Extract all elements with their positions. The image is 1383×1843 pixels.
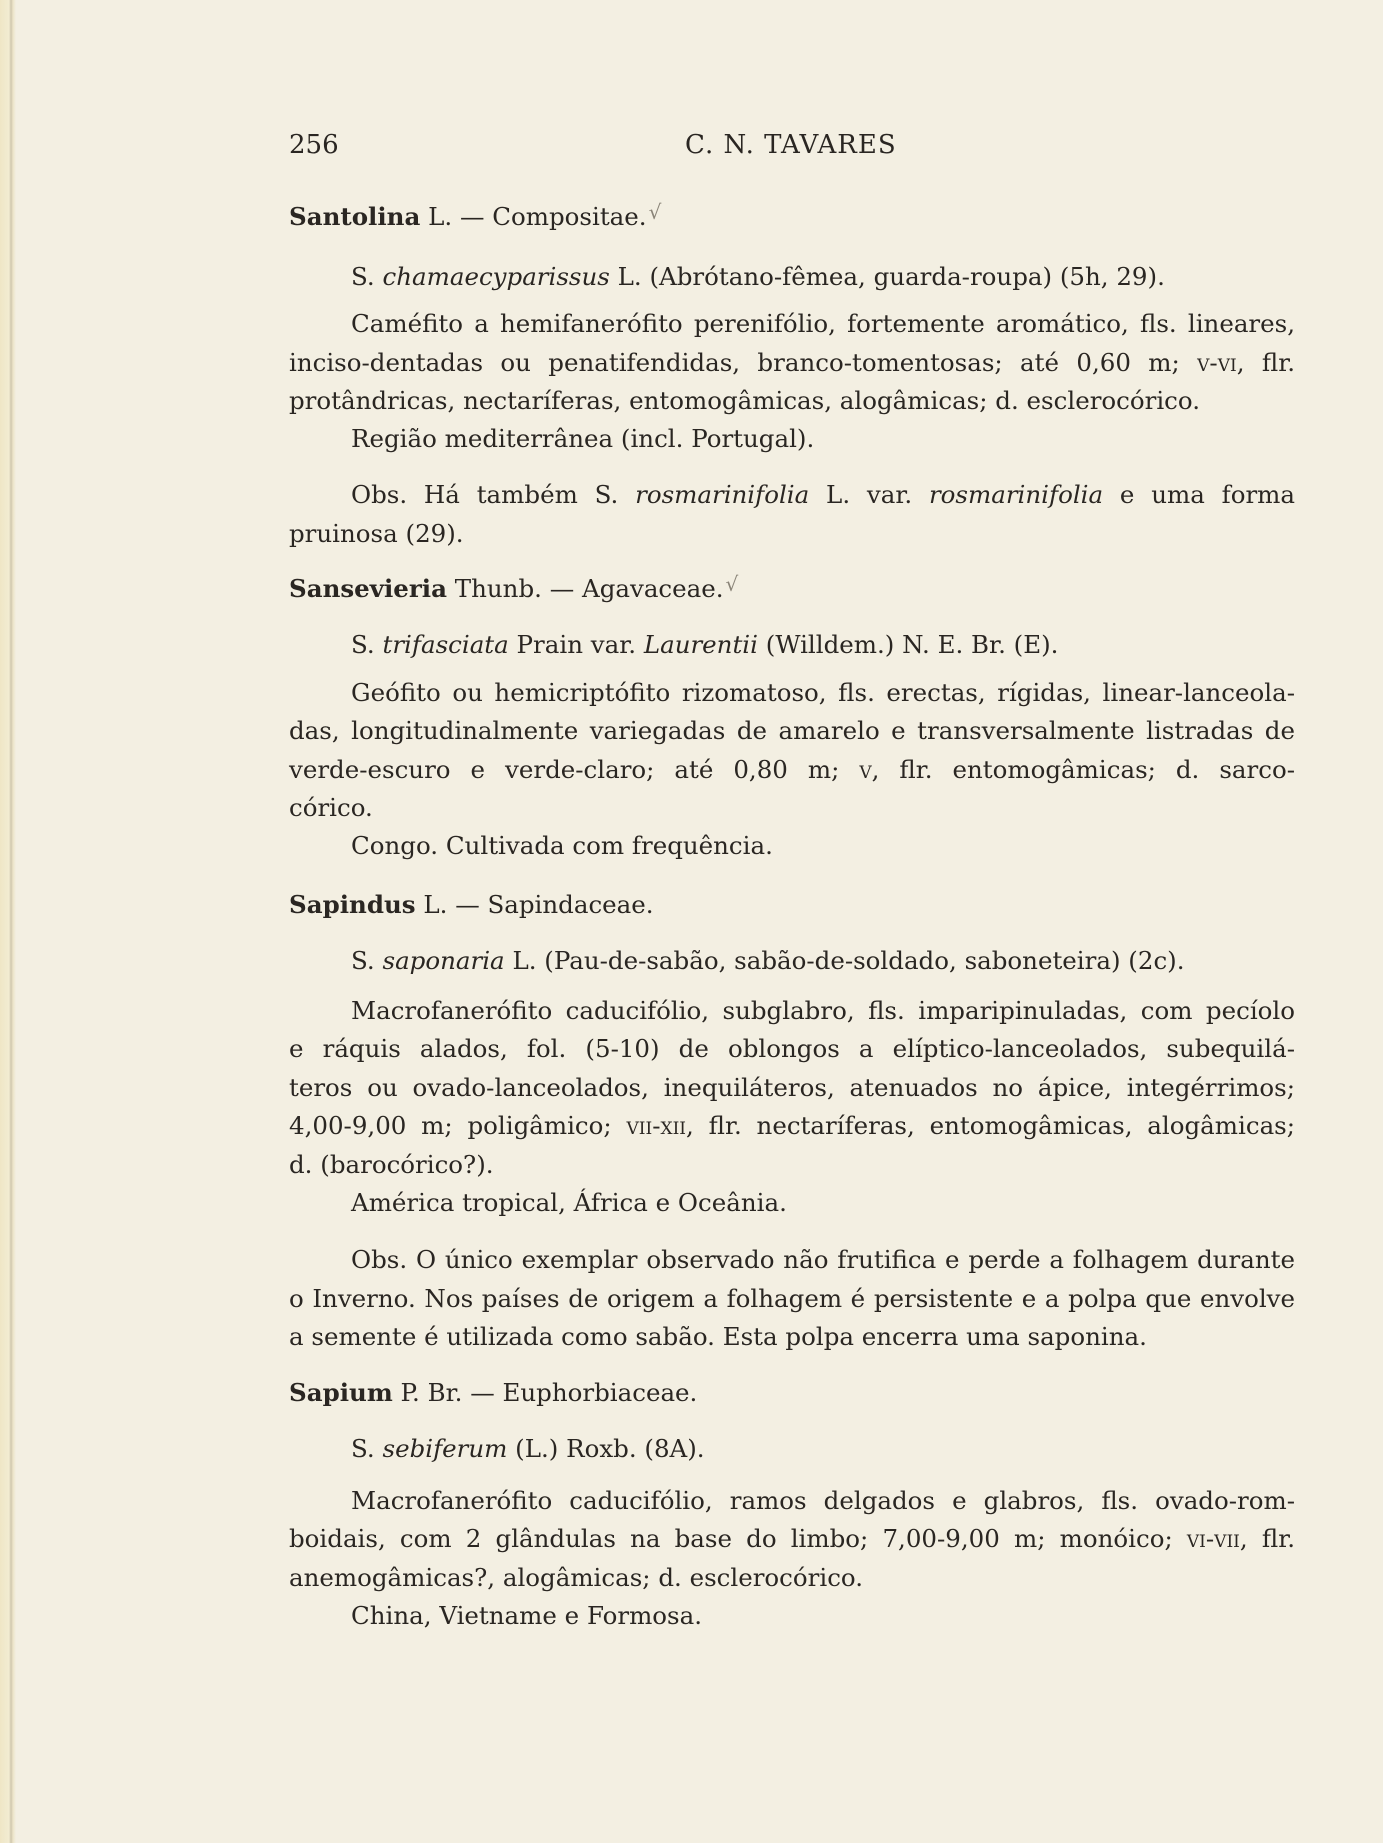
genus-name: Sapindus [289,890,416,919]
variety-epithet: Laurentii [643,630,758,659]
genus-name: Sansevieria [289,574,447,603]
running-header [289,130,1295,164]
description-line: d. (barocórico?). [289,1150,494,1179]
handwritten-check-mark-icon: √ [648,200,662,224]
species-heading: S. chamaecyparissus L. (Abrótano-fêmea, guarda-roupa) (5h, 29). [351,262,1165,291]
distribution-line: Região mediterrânea (incl. Portugal). [351,424,815,453]
handwritten-check-mark-icon: √ [725,572,739,596]
page-number: 256 [289,130,339,160]
species-epithet: sebiferum [382,1434,508,1463]
description-line: teros ou ovado-lanceolados, inequiláteros, atenuados no ápice, integérrimos; [289,1073,1295,1102]
distribution-line: América tropical, África e Oceânia. [351,1188,787,1217]
species-epithet: saponaria [382,946,505,975]
description-line: córico. [289,793,373,822]
description-line: anemogâmicas?, alogâmicas; d. esclerocórico. [289,1563,864,1592]
observation-line: o Inverno. Nos países de origem a folhagem é persistente e a polpa que envolve [289,1284,1295,1313]
distribution-line: Congo. Cultivada com frequência. [351,831,773,860]
genus-heading: Sapindus L. — Sapindaceae. [289,890,654,919]
page-gutter-edge [0,0,16,1843]
description-line: verde-escuro e verde-claro; até 0,80 m; v, flr. entomogâmicas; d. sarco- [289,755,1295,784]
genus-heading: Santolina L. — Compositae. √ [289,200,1295,235]
species-heading: S. sebiferum (L.) Roxb. (8A). [351,1434,705,1463]
species-epithet: trifasciata [382,630,509,659]
description-line: Macrofanerófito caducifólio, subglabro, fls. imparipinuladas, com pecíolo [351,996,1295,1025]
description-line: protândricas, nectaríferas, entomogâmicas, alogâmicas; d. esclerocórico. [289,386,1200,415]
genus-name: Sapium [289,1378,393,1407]
description-line: 4,00-9,00 m; poligâmico; vii-xii, flr. nectaríferas, entomogâmicas, alogâmicas; [289,1111,1296,1140]
description-line: boidais, com 2 glândulas na base do limbo; 7,00-9,00 m; monóico; vi-vii, flr. [289,1524,1295,1553]
observation-line: pruinosa (29). [289,519,464,548]
description-line: Geófito ou hemicriptófito rizomatoso, fls. erectas, rígidas, linear-lanceola- [351,678,1295,707]
species-epithet: chamaecyparissus [382,262,610,291]
genus-heading: Sapium P. Br. — Euphorbiaceae. [289,1378,698,1407]
genus-heading: Sansevieria Thunb. — Agavaceae. √ [289,572,1295,607]
description-line: Caméfito a hemifanerófito perenifólio, fortemente aromático, fls. lineares, [351,309,1295,338]
distribution-line: China, Vietname e Formosa. [351,1601,703,1630]
description-line: das, longitudinalmente variegadas de amarelo e transversalmente listradas de [289,716,1295,745]
observation-line: Obs. Há também S. rosmarinifolia L. var. rosmarinifolia e uma forma [351,480,1295,509]
description-line: e ráquis alados, fol. (5-10) de oblongos a elíptico-lanceolados, subequilá- [289,1034,1295,1063]
description-line: Macrofanerófito caducifólio, ramos delgados e glabros, fls. ovado-rom- [351,1486,1295,1515]
observation-line: Obs. O único exemplar observado não frutifica e perde a folhagem durante [351,1245,1295,1274]
observation-line: a semente é utilizada como sabão. Esta polpa encerra uma saponina. [289,1322,1147,1351]
species-heading: S. trifasciata Prain var. Laurentii (Willdem.) N. E. Br. (E). [351,630,1059,659]
running-title-author: C. N. TAVARES [685,130,897,160]
description-line: inciso-dentadas ou penatifendidas, branco-tomentosas; até 0,60 m; v-vi, flr. [289,348,1295,377]
species-heading: S. saponaria L. (Pau-de-sabão, sabão-de-soldado, saboneteira) (2c). [351,946,1185,975]
genus-name: Santolina [289,202,421,231]
